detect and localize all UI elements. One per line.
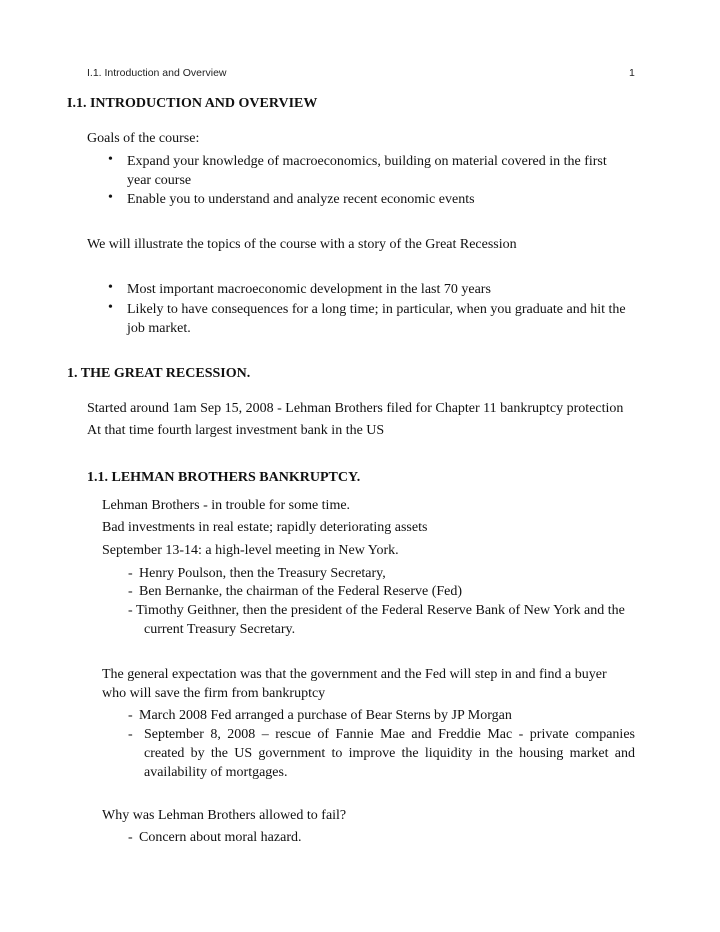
example-item: September 8, 2008 – rescue of Fannie Mae and Freddie Mac - private companies created by the US government to improve the liquidity in the housing market and availability of mortgages. [144,727,635,780]
bullet-icon: • [108,190,113,205]
page-number: 1 [629,67,635,79]
subsection-line: September 13-14: a high-level meeting in New York. [102,543,399,558]
illustrate-bullet: Likely to have consequences for a long time; in particular, when you graduate and hit the job market. [127,302,626,336]
illustrate-bullet: Most important macroeconomic development in the last 70 years [127,282,491,297]
section-line: Started around 1am Sep 15, 2008 - Lehman Brothers filed for Chapter 11 bankruptcy protection [87,401,624,416]
dash-icon: - [128,584,133,599]
bullet-icon: • [108,280,113,295]
question-text: Why was Lehman Brothers allowed to fail? [102,808,347,823]
attendee-item: Henry Poulson, then the Treasury Secretary, [139,566,386,581]
bullet-icon: • [108,152,113,167]
subsection-line: Bad investments in real estate; rapidly deteriorating assets [102,520,428,535]
expectation-text: The general expectation was that the government and the Fed will step in and find a buyer who will save the firm from bankruptcy [102,667,607,701]
dash-icon: - [128,566,133,581]
goals-bullet: Enable you to understand and analyze recent economic events [127,192,475,207]
dash-icon: - [128,830,133,845]
subsection-line: Lehman Brothers - in trouble for some time. [102,498,351,513]
running-header-title: I.1. Introduction and Overview [87,67,227,79]
illustrate-text: We will illustrate the topics of the course with a story of the Great Recession [87,237,517,252]
page-title: I.1. INTRODUCTION AND OVERVIEW [67,96,318,111]
subsection-heading: 1.1. LEHMAN BROTHERS BANKRUPTCY. [87,470,361,485]
dash-icon: - [128,708,133,723]
goals-lead: Goals of the course: [87,131,200,146]
attendee-item: Timothy Geithner, then the president of the Federal Reserve Bank of New York and the current Treasury Secretary. [136,603,625,637]
bullet-icon: • [108,300,113,315]
dash-icon: - [128,727,133,742]
answer-item: Concern about moral hazard. [139,830,302,845]
example-item: March 2008 Fed arranged a purchase of Bear Sterns by JP Morgan [139,708,512,723]
dash-icon: - [128,603,133,618]
attendee-item: Ben Bernanke, the chairman of the Federal Reserve (Fed) [139,584,463,599]
section-line: At that time fourth largest investment bank in the US [87,423,385,438]
section-heading: 1. THE GREAT RECESSION. [67,366,251,381]
goals-bullet: Expand your knowledge of macroeconomics, building on material covered in the first year course [127,154,607,188]
